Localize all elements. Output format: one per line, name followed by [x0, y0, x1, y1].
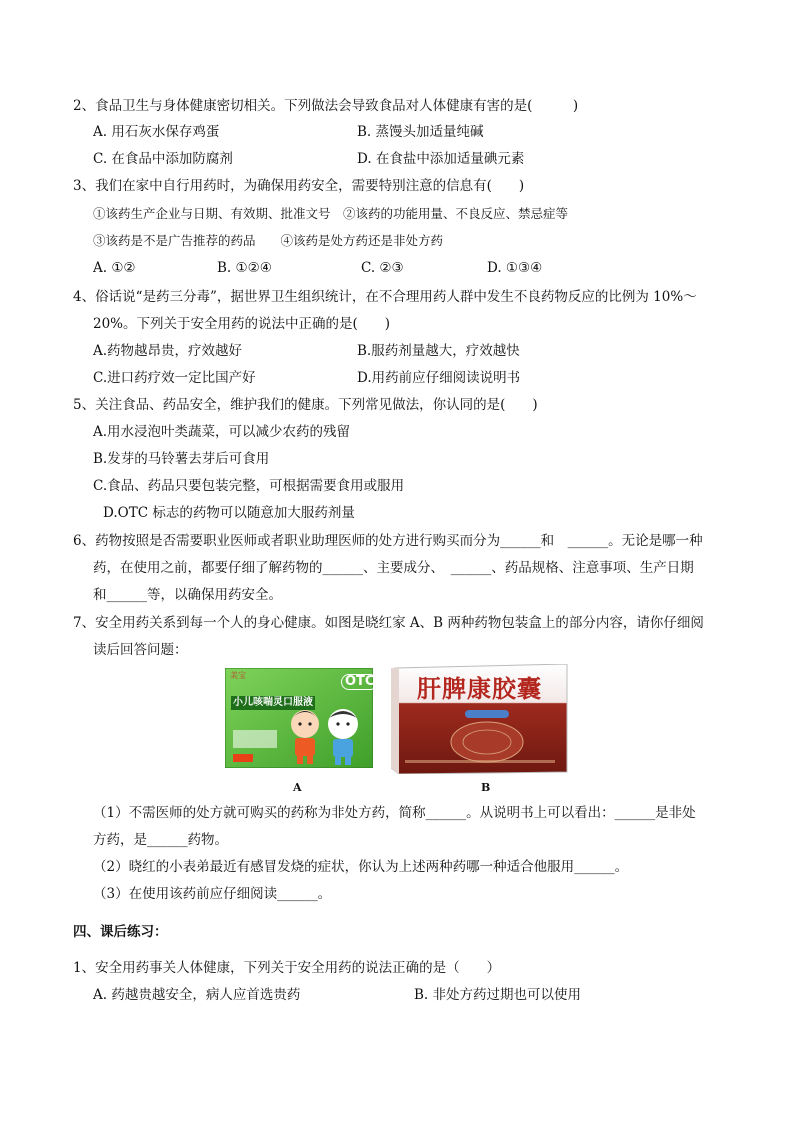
- q3-option-a: A. ①②: [93, 260, 136, 276]
- medicine-box-b-name: 肝脾康胶囊: [417, 675, 542, 703]
- medicine-box-b: [391, 664, 571, 774]
- q2-stem: 2、食品卫生与身体健康密切相关。下列做法会导致食品对人体健康有害的是( ): [73, 98, 579, 114]
- q5-option-d: D.OTC 标志的药物可以随意加大服药剂量: [103, 505, 355, 521]
- q4-option-a: A.药物越昂贵，疗效越好: [93, 343, 243, 359]
- medicine-images: [225, 664, 585, 794]
- q4-stem-line-1: 4、俗话说“是药三分毒”，据世界卫生组织统计，在不合理用药人群中发生不良药物反应的比例为 10%～: [73, 289, 697, 305]
- q3-option-d: D. ①③④: [487, 260, 543, 276]
- q2-option-c: C. 在食品中添加防腐剂: [93, 151, 233, 167]
- s4-q1-option-a: A. 药越贵越安全，病人应首选贵药: [93, 987, 301, 1003]
- q6-line-3: 和______等，以确保用药安全。: [93, 587, 282, 603]
- q5-option-c: C.食品、药品只要包装完整，可根据需要食用或服用: [93, 478, 405, 494]
- medicine-box-a-otc: OTC: [341, 674, 378, 690]
- medicine-box-b-label: B: [481, 781, 491, 794]
- section-4-title: 四、课后练习：: [73, 924, 168, 940]
- q7-sub3: （3）在使用该药前应仔细阅读______。: [93, 886, 332, 902]
- q6-line-1: 6、药物按照是否需要职业医师或者职业助理医师的处方进行购买而分为______和 ______。无论是哪一种: [73, 533, 703, 549]
- s4-q1-stem: 1、安全用药事关人体健康，下列关于安全用药的说法正确的是（ ）: [73, 960, 501, 976]
- q3-stem: 3、我们在家中自行用药时，为确保用药安全，需要特别注意的信息有( ): [73, 178, 525, 194]
- medicine-box-a-name: 小儿咳喘灵口服液: [233, 697, 313, 708]
- q3-info-2: ③该药是不是广告推荐的药品 ④该药是处方药还是非处方药: [93, 233, 444, 248]
- q4-option-b: B.服药剂量越大，疗效越快: [357, 343, 520, 359]
- medicine-box-a-brand: 美宝: [230, 671, 246, 680]
- medicine-box-a-label: A: [293, 781, 302, 794]
- q7-line-1: 7、安全用药关系到每一个人的身心健康。如图是晓红家 A、B 两种药物包装盒上的部分内容，请你仔细阅: [73, 615, 704, 631]
- q2-option-a: A. 用石灰水保存鸡蛋: [93, 124, 220, 140]
- q7-sub1-line-1: （1）不需医师的处方就可购买的药称为非处方药，简称______。从说明书上可以看出：______是非处: [93, 805, 696, 821]
- q5-stem: 5、关注食品、药品安全，维护我们的健康。下列常见做法，你认同的是( ): [73, 397, 538, 413]
- s4-q1-option-b: B. 非处方药过期也可以使用: [414, 987, 582, 1003]
- q4-option-c: C.进口药疗效一定比国产好: [93, 370, 256, 386]
- q4-option-d: D.用药前应仔细阅读说明书: [357, 370, 521, 386]
- q2-option-d: D. 在食盐中添加适量碘元素: [357, 151, 525, 167]
- q6-line-2: 药，在使用之前，都要仔细了解药物的______、主要成分、 ______、药品规格、注意事项、生产日期: [93, 560, 694, 576]
- q5-option-a: A.用水浸泡叶类蔬菜，可以减少农药的残留: [93, 424, 351, 440]
- q7-sub2: （2）晓红的小表弟最近有感冒发烧的症状，你认为上述两种药哪一种适合他服用______。: [93, 859, 629, 875]
- medicine-box-a: [225, 668, 373, 768]
- q5-option-b: B.发芽的马铃薯去芽后可食用: [93, 451, 270, 467]
- q3-info-1: ①该药生产企业与日期、有效期、批准文号 ②该药的功能用量、不良反应、禁忌症等: [93, 206, 569, 221]
- q7-sub1-line-2: 方药，是______药物。: [93, 832, 228, 848]
- q3-option-b: B. ①②④: [217, 260, 272, 276]
- q3-option-c: C. ②③: [361, 260, 404, 276]
- q7-line-2: 读后回答问题：: [93, 642, 188, 658]
- q2-option-b: B. 蒸馒头加适量纯碱: [357, 124, 484, 140]
- q4-stem-line-2: 20%。下列关于安全用药的说法中正确的是( ): [93, 316, 391, 332]
